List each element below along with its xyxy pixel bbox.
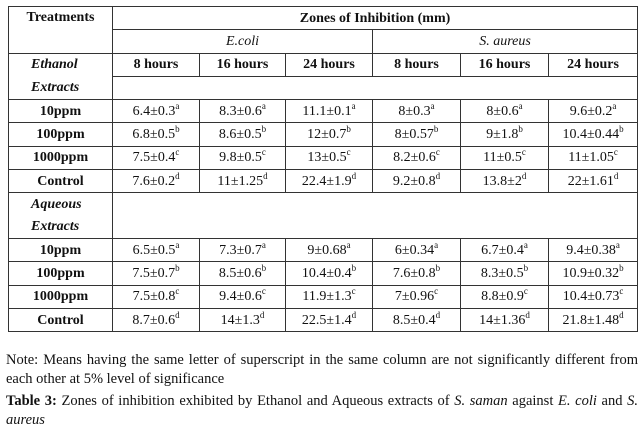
table-cell xyxy=(461,285,549,308)
significance-letter: a xyxy=(523,239,528,250)
significance-letter: d xyxy=(351,309,357,320)
significance-letter: a xyxy=(346,239,351,250)
table-cell xyxy=(113,100,200,123)
table-cell xyxy=(286,123,373,146)
header-row-1 xyxy=(9,7,638,30)
table-cell xyxy=(461,170,549,193)
significance-letter: c xyxy=(434,286,439,297)
cell-value: 8.2±0.6 xyxy=(393,150,436,166)
significance-letter: b xyxy=(175,262,180,273)
cell-value: 10.4±0.73 xyxy=(562,289,620,305)
ethanol-group-label: Ethanol xyxy=(9,53,113,76)
table-cell xyxy=(549,308,638,331)
table-cell xyxy=(200,146,286,169)
table-cell xyxy=(200,308,286,331)
table-cell xyxy=(373,238,461,261)
cell-value: 9.8±0.5 xyxy=(219,150,262,166)
row-label: 100ppm xyxy=(9,123,113,146)
table-cell xyxy=(373,170,461,193)
caption-organism: S. aureus xyxy=(6,393,638,428)
significance-letter: d xyxy=(259,309,265,320)
cell-value: 22.5±1.4 xyxy=(301,312,352,328)
time-header: 8 hours xyxy=(113,53,200,76)
table-cell xyxy=(549,285,638,308)
significance-letter: a xyxy=(518,100,523,111)
table-cell xyxy=(373,100,461,123)
table-cell xyxy=(113,262,200,285)
table-cell xyxy=(113,170,200,193)
significance-letter: b xyxy=(435,262,441,273)
significance-letter: d xyxy=(613,170,619,181)
significance-letter: c xyxy=(521,147,526,158)
table-cell xyxy=(286,285,373,308)
table-cell xyxy=(461,308,549,331)
significance-letter: a xyxy=(615,239,620,250)
cell-value: 12±0.7 xyxy=(307,127,347,143)
significance-letter: d xyxy=(435,170,441,181)
header-row-3 xyxy=(9,53,638,76)
row-label: Control xyxy=(9,170,113,193)
cell-value: 13±0.5 xyxy=(307,150,347,166)
significance-letter: a xyxy=(175,239,180,250)
table-cell xyxy=(200,262,286,285)
cell-value: 7.3±0.7 xyxy=(219,242,262,258)
cell-value: 14±1.3 xyxy=(220,312,260,328)
row-label: Control xyxy=(9,308,113,331)
cell-value: 10.4±0.44 xyxy=(562,127,620,143)
table-cell xyxy=(286,100,373,123)
significance-letter: b xyxy=(175,124,180,135)
cell-value: 8.5±0.4 xyxy=(392,312,436,328)
cell-value: 8.5±0.6 xyxy=(218,265,262,281)
table-cell xyxy=(461,262,549,285)
cell-value: 10.4±0.4 xyxy=(301,265,352,281)
cell-value: 6±0.34 xyxy=(394,242,435,258)
row-label: 10ppm xyxy=(9,100,113,123)
table-cell xyxy=(113,146,200,169)
table-cell xyxy=(549,170,638,193)
caption-text: against xyxy=(507,393,559,409)
zones-header: Zones of Inhibition (mm) xyxy=(113,7,638,30)
significance-letter: c xyxy=(261,286,266,297)
empty-cell xyxy=(113,76,638,99)
saureus-header: S. aureus xyxy=(373,30,638,53)
table-cell xyxy=(286,238,373,261)
table-cell xyxy=(461,123,549,146)
cell-value: 9.4±0.38 xyxy=(566,242,616,258)
row-label: 1000ppm xyxy=(9,285,113,308)
significance-letter: c xyxy=(261,147,266,158)
table-cell xyxy=(200,238,286,261)
row-label: 1000ppm xyxy=(9,146,113,169)
table-cell xyxy=(373,285,461,308)
aqueous-group-label-2: Extracts xyxy=(9,216,113,239)
cell-value: 8.6±0.5 xyxy=(218,127,262,143)
table-row xyxy=(9,262,638,285)
table-row xyxy=(9,123,638,146)
significance-letter: b xyxy=(261,262,267,273)
table-cell xyxy=(549,238,638,261)
table-row xyxy=(9,285,638,308)
significance-letter: d xyxy=(525,309,530,320)
table-cell xyxy=(286,262,373,285)
cell-value: 14±1.36 xyxy=(479,312,526,328)
table-cell xyxy=(286,170,373,193)
empty-cell xyxy=(113,193,638,239)
table-cell xyxy=(373,146,461,169)
cell-value: 11±1.25 xyxy=(217,173,264,189)
significance-letter: c xyxy=(619,286,624,297)
cell-value: 6.4±0.3 xyxy=(132,103,176,119)
table-cell xyxy=(113,285,200,308)
significance-letter: b xyxy=(261,124,267,135)
significance-letter: d xyxy=(175,309,180,320)
significance-letter: d xyxy=(263,170,268,181)
table-cell xyxy=(286,308,373,331)
row-label: 100ppm xyxy=(9,262,113,285)
table-cell xyxy=(461,146,549,169)
table-row xyxy=(9,170,638,193)
time-header: 16 hours xyxy=(461,53,549,76)
cell-value: 7.5±0.4 xyxy=(132,150,176,166)
cell-value: 8.8±0.9 xyxy=(481,289,524,305)
significance-letter: c xyxy=(346,147,351,158)
time-header: 24 hours xyxy=(549,53,638,76)
caption-text: Zones of inhibition exhibited by Ethanol and Aqueous extracts of xyxy=(56,393,455,409)
caption-species: S. saman xyxy=(454,393,508,409)
significance-letter: a xyxy=(430,100,435,111)
caption-organism: E. coli xyxy=(558,393,597,409)
cell-value: 10.9±0.32 xyxy=(562,265,620,281)
significance-letter: b xyxy=(619,262,624,273)
cell-value: 6.8±0.5 xyxy=(132,127,176,143)
significance-letter: b xyxy=(619,124,624,135)
ethanol-group-label-2: Extracts xyxy=(9,76,113,99)
treatments-header: Treatments xyxy=(9,7,113,54)
significance-letter: b xyxy=(433,124,439,135)
cell-value: 11±1.05 xyxy=(568,150,614,166)
significance-letter: c xyxy=(435,147,440,158)
cell-value: 9.6±0.2 xyxy=(569,103,613,119)
significance-letter: c xyxy=(175,286,180,297)
cell-value: 8±0.6 xyxy=(486,103,519,119)
table-cell xyxy=(373,308,461,331)
table-cell xyxy=(373,262,461,285)
table-cell xyxy=(113,308,200,331)
significance-letter: d xyxy=(175,170,180,181)
cell-value: 9±1.8 xyxy=(486,127,519,143)
table-note: Note: Means having the same letter of superscript in the same column are not significantly different from each other at 5% level of significance xyxy=(6,352,638,387)
table-cell xyxy=(549,123,638,146)
significance-letter: a xyxy=(612,100,617,111)
cell-value: 8.7±0.6 xyxy=(132,312,176,328)
significance-letter: d xyxy=(521,170,527,181)
cell-value: 7.6±0.8 xyxy=(392,265,436,281)
table-cell xyxy=(549,100,638,123)
significance-letter: b xyxy=(518,124,523,135)
table-cell xyxy=(461,100,549,123)
cell-value: 6.7±0.4 xyxy=(481,242,524,258)
significance-letter: c xyxy=(613,147,618,158)
cell-value: 9.2±0.8 xyxy=(392,173,436,189)
aqueous-group-row-1 xyxy=(9,193,638,216)
significance-letter: c xyxy=(351,286,356,297)
table-row xyxy=(9,100,638,123)
cell-value: 7.6±0.2 xyxy=(132,173,176,189)
significance-letter: a xyxy=(434,239,439,250)
cell-value: 7±0.96 xyxy=(394,289,435,305)
table-row xyxy=(9,308,638,331)
ecoli-header: E.coli xyxy=(113,30,373,53)
table-cell xyxy=(113,123,200,146)
row-label: 10ppm xyxy=(9,238,113,261)
aqueous-rows xyxy=(9,238,638,331)
cell-value: 9±0.68 xyxy=(307,242,347,258)
significance-letter: c xyxy=(523,286,528,297)
time-header: 16 hours xyxy=(200,53,286,76)
cell-value: 8.3±0.6 xyxy=(219,103,262,119)
time-header: 8 hours xyxy=(373,53,461,76)
cell-value: 13.8±2 xyxy=(482,173,522,189)
cell-value: 8±0.57 xyxy=(394,127,434,143)
cell-value: 21.8±1.48 xyxy=(562,312,620,328)
cell-value: 11.9±1.3 xyxy=(302,289,352,305)
table-cell xyxy=(549,146,638,169)
significance-letter: d xyxy=(351,170,357,181)
ethanol-rows xyxy=(9,100,638,193)
cell-value: 7.5±0.8 xyxy=(132,289,176,305)
caption-label: Table 3: xyxy=(6,393,57,409)
cell-value: 8±0.3 xyxy=(398,103,431,119)
significance-letter: b xyxy=(523,262,529,273)
significance-letter: b xyxy=(351,262,357,273)
table-cell xyxy=(373,123,461,146)
table-cell xyxy=(461,238,549,261)
time-header: 24 hours xyxy=(286,53,373,76)
cell-value: 22.4±1.9 xyxy=(301,173,352,189)
cell-value: 9.4±0.6 xyxy=(219,289,262,305)
table-row xyxy=(9,238,638,261)
aqueous-group-label: Aqueous xyxy=(9,193,113,216)
table-cell xyxy=(113,238,200,261)
table-row xyxy=(9,146,638,169)
table-cell xyxy=(200,123,286,146)
significance-letter: a xyxy=(351,100,356,111)
table-cell xyxy=(286,146,373,169)
table-cell xyxy=(549,262,638,285)
significance-letter: a xyxy=(261,239,266,250)
cell-value: 8.3±0.5 xyxy=(480,265,524,281)
cell-value: 7.5±0.7 xyxy=(132,265,176,281)
ethanol-group-row xyxy=(9,76,638,99)
table-cell xyxy=(200,285,286,308)
caption-text: and xyxy=(596,393,628,409)
significance-letter: d xyxy=(435,309,441,320)
significance-letter: b xyxy=(346,124,351,135)
table-caption xyxy=(6,392,638,430)
significance-letter: a xyxy=(261,100,266,111)
table-cell xyxy=(200,100,286,123)
significance-letter: d xyxy=(619,309,624,320)
zones-of-inhibition-table xyxy=(8,6,638,332)
cell-value: 6.5±0.5 xyxy=(132,242,176,258)
table-cell xyxy=(200,170,286,193)
cell-value: 22±1.61 xyxy=(567,173,614,189)
cell-value: 11±0.5 xyxy=(483,150,522,166)
significance-letter: a xyxy=(175,100,180,111)
cell-value: 11.1±0.1 xyxy=(302,103,352,119)
significance-letter: c xyxy=(175,147,180,158)
